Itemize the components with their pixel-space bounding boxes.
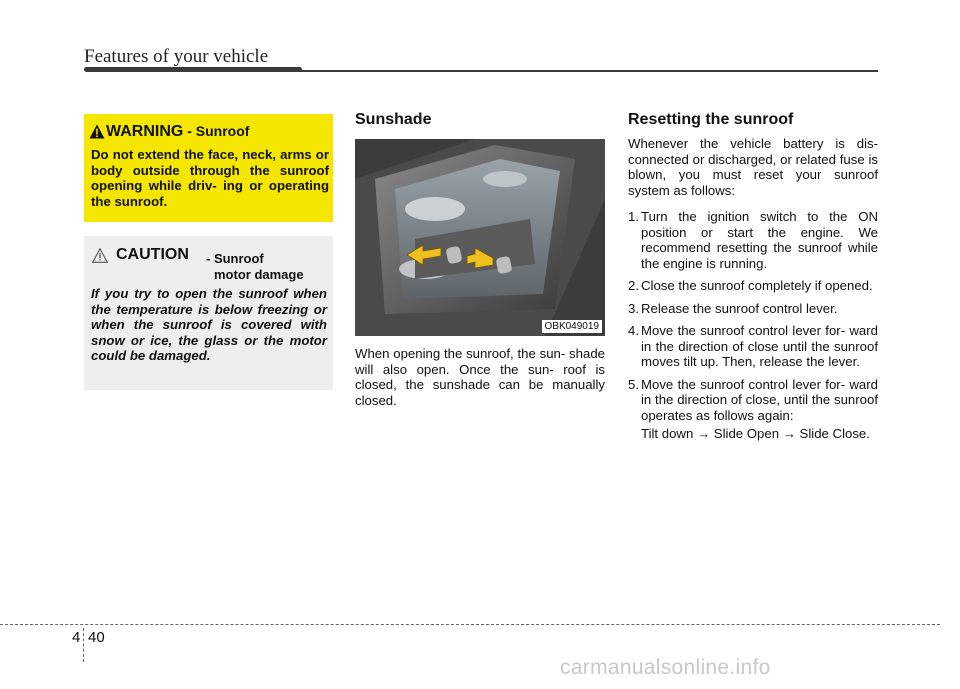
sunshade-heading: Sunshade bbox=[355, 111, 432, 128]
step-sequence: Tilt down → Slide Open → Slide Close. bbox=[641, 426, 870, 441]
footer-divider bbox=[83, 628, 84, 662]
caution-subheading-line1: - Sunroof bbox=[206, 251, 264, 266]
sunshade-paragraph: When opening the sunroof, the sun- shade will also open. Once the sun- roof is closed, the sunshade can be manually closed. bbox=[355, 346, 605, 408]
step-text: Move the sunroof control lever for- ward in the direction of close until the sunroof moves tilt up. Then, release the lever. bbox=[641, 323, 878, 369]
warning-triangle-icon bbox=[89, 124, 105, 139]
page-header-title: Features of your vehicle bbox=[84, 46, 269, 67]
list-item bbox=[628, 377, 878, 442]
step-text: Release the sunroof control lever. bbox=[641, 300, 838, 316]
watermark-text[interactable]: carmanualsonline.info bbox=[560, 656, 771, 679]
step-number: 3. bbox=[628, 300, 639, 316]
image-code-label: OBK049019 bbox=[542, 320, 603, 333]
reset-heading: Resetting the sunroof bbox=[628, 111, 794, 128]
step-text: Close the sunroof completely if opened. bbox=[641, 278, 873, 293]
step-number: 1. bbox=[628, 209, 639, 224]
warning-box bbox=[84, 114, 333, 222]
caution-body: If you try to open the sunroof when the temperature is below freezing or when the sunroof is covered with snow or ice, the glass or the motor could be damaged. bbox=[91, 286, 327, 363]
sunshade-photo bbox=[355, 139, 605, 336]
list-item bbox=[628, 209, 878, 271]
footer-rule bbox=[0, 624, 940, 625]
list-item bbox=[628, 278, 878, 294]
page-number: 40 bbox=[88, 629, 105, 646]
header-rule bbox=[290, 70, 878, 72]
warning-title bbox=[106, 123, 249, 141]
step-number: 2. bbox=[628, 278, 639, 293]
sunshade-illustration bbox=[355, 139, 605, 336]
warning-heading: WARNING bbox=[106, 123, 184, 140]
reset-steps-list bbox=[628, 209, 878, 449]
caution-triangle-icon bbox=[92, 248, 108, 263]
list-item bbox=[628, 323, 878, 370]
step-text: Move the sunroof control lever for- ward in the direction of close, until the sunroof operates as follows again: bbox=[641, 376, 878, 423]
caution-box bbox=[84, 236, 333, 390]
caution-heading: CAUTION bbox=[116, 246, 189, 263]
caution-subheading-line2: motor damage bbox=[214, 267, 304, 282]
section-number: 4 bbox=[72, 629, 81, 646]
list-item bbox=[628, 301, 878, 317]
step-number: 5. bbox=[628, 376, 639, 392]
step-text: Turn the ignition switch to the ON position or start the engine. We recommend resetting the sunroof while the engine is running. bbox=[641, 209, 878, 271]
step-number: 4. bbox=[628, 323, 639, 338]
reset-intro: Whenever the vehicle battery is dis- connected or discharged, or related fuse is blown, you must reset your sunroof system as follows: bbox=[628, 136, 878, 198]
warning-body: Do not extend the face, neck, arms or body outside through the sunroof opening while driv- ing or operating the sunroof. bbox=[91, 147, 329, 209]
header-rule-accent bbox=[84, 67, 302, 72]
warning-subheading: - Sunroof bbox=[183, 123, 250, 139]
